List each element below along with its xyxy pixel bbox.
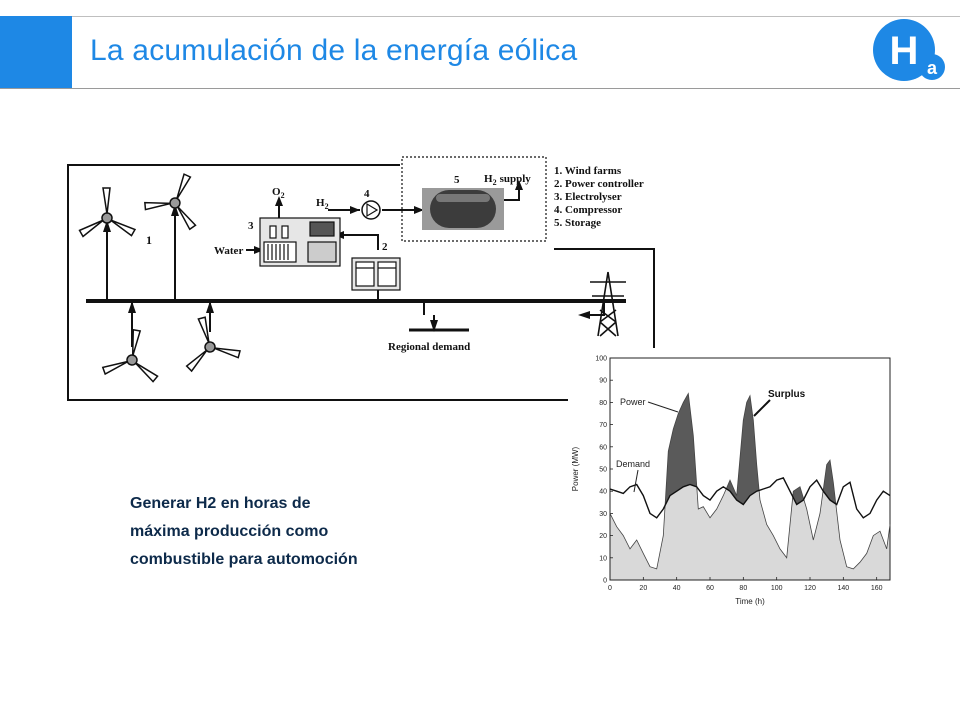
label-h2-supply-subscript: 2 — [492, 178, 497, 187]
power-demand-chart-svg — [568, 348, 898, 610]
power-demand-chart — [568, 348, 898, 610]
chart-x-tick-label: 20 — [639, 585, 648, 592]
wind-turbine-3 — [102, 326, 165, 383]
compressor-icon — [362, 201, 380, 219]
label-electrolyser-number: 3 — [248, 220, 254, 232]
caption-line: máxima producción como — [130, 523, 329, 540]
chart-y-tick-label: 10 — [599, 555, 607, 563]
legend-item: 3. Electrolyser — [554, 191, 622, 203]
electrolyser-icon — [260, 218, 340, 266]
svg-text:H2 — [316, 197, 329, 211]
legend-item: 5. Storage — [554, 217, 602, 229]
legend-item: 4. Compressor — [554, 204, 623, 216]
chart-x-tick-label: 0 — [608, 585, 612, 592]
header-top-rule — [0, 16, 960, 17]
chart-y-tick-label: 70 — [599, 422, 607, 430]
label-wind-farms-number: 1 — [146, 233, 152, 247]
wind-turbine-2 — [142, 164, 213, 231]
svg-text:O2 — [272, 186, 285, 200]
chart-annotation-surplus: Surplus — [768, 389, 806, 400]
wind-turbine-1 — [80, 188, 135, 301]
label-controller-number: 2 — [382, 241, 388, 253]
chart-annotation-surplus-pointer — [754, 400, 770, 416]
chart-y-tick-label: 30 — [599, 510, 607, 518]
chart-x-tick-label: 160 — [870, 585, 883, 592]
header-bottom-rule — [0, 88, 960, 89]
chart-y-tick-label: 90 — [599, 377, 607, 385]
label-h2: H — [316, 197, 325, 209]
chart-y-tick-label: 100 — [595, 355, 607, 363]
label-h2-supply-h: H — [484, 173, 493, 185]
chart-y-tick-label: 40 — [599, 488, 607, 496]
header-accent-block — [0, 16, 72, 88]
label-compressor-number: 4 — [364, 188, 370, 200]
label-h2-subscript: 2 — [324, 202, 329, 211]
caption-line: combustible para automoción — [130, 551, 358, 568]
chart-annotation-demand-pointer — [634, 470, 638, 492]
slide-title: La acumulación de la energía eólica — [90, 34, 578, 67]
svg-text:H2supply — [484, 173, 531, 187]
logo-letter: H — [889, 29, 919, 73]
chart-y-tick-label: 50 — [599, 466, 607, 474]
label-regional-demand: Regional demand — [388, 341, 471, 353]
label-storage-number: 5 — [454, 174, 460, 186]
label-water: Water — [214, 245, 244, 257]
chart-annotation-power-pointer — [648, 402, 678, 412]
storage-tank-icon — [422, 188, 504, 230]
controller-to-electrolyser — [339, 235, 378, 250]
legend-item: 1. Wind farms — [554, 165, 622, 177]
label-o2: O — [272, 186, 281, 198]
chart-x-tick-label: 40 — [672, 585, 681, 592]
chart-annotation-demand: Demand — [616, 459, 651, 469]
caption-text — [130, 490, 460, 574]
chart-x-tick-label: 140 — [837, 585, 850, 592]
chart-y-tick-label: 80 — [599, 399, 607, 407]
chart-y-tick-label: 60 — [599, 444, 607, 452]
chart-y-tick-label: 20 — [599, 533, 607, 541]
label-h2-supply-word: supply — [499, 173, 531, 185]
label-o2-subscript: 2 — [280, 191, 285, 200]
arrow-grid — [578, 311, 590, 319]
chart-x-tick-label: 100 — [770, 585, 783, 592]
chart-x-tick-label: 80 — [739, 585, 748, 592]
chart-x-axis-label: Time (h) — [735, 597, 765, 606]
chart-y-axis-label: Power (MW) — [571, 446, 580, 492]
legend-item: 2. Power controller — [554, 178, 644, 190]
logo — [872, 18, 948, 82]
transmission-tower-icon — [590, 272, 626, 336]
chart-y-tick-label: 0 — [603, 577, 607, 585]
logo-subscript: a — [926, 58, 938, 78]
chart-x-tick-label: 60 — [706, 585, 714, 592]
chart-annotation-power: Power — [620, 397, 646, 407]
arrow-h2 — [350, 206, 360, 214]
power-controller-icon — [352, 258, 400, 290]
caption-line: Generar H2 en horas de — [130, 495, 311, 512]
wind-turbine-4 — [176, 311, 242, 372]
chart-x-tick-label: 120 — [804, 585, 816, 592]
